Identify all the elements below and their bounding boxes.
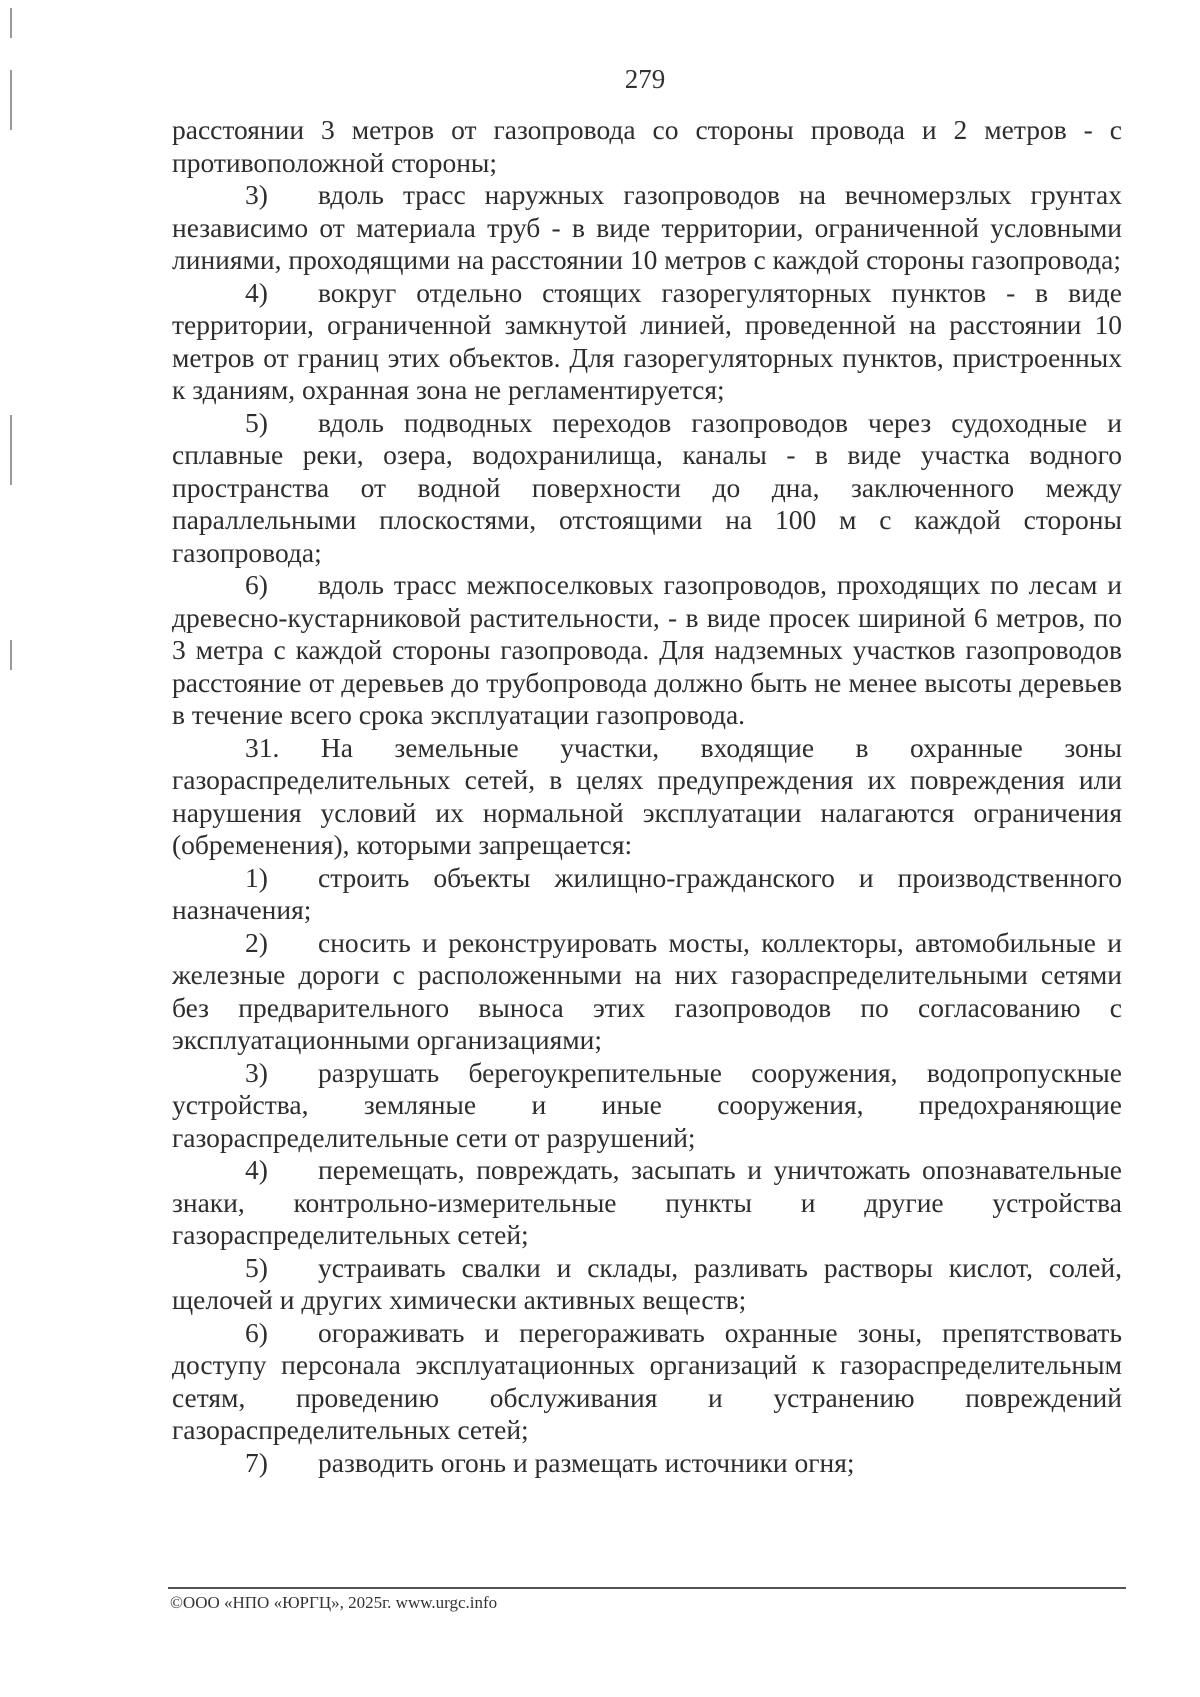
list-item <box>172 1252 1122 1317</box>
paragraph-31 <box>172 732 1122 862</box>
list-item-text: разрушать берегоукрепительные сооружения, водопропускные устройства, земляные и иные сооружения, предохраняющие газораспределительные сети от разрушений; <box>172 1056 1122 1153</box>
list-item-text: перемещать, повреждать, засыпать и уничтожать опознавательные знаки, контрольно-измерительные пункты и другие устройства газораспределительных сетей; <box>172 1154 1122 1250</box>
scan-mark <box>10 640 12 670</box>
list-item-number: 4) <box>245 276 268 308</box>
document-body <box>172 114 1122 1479</box>
scan-mark <box>10 415 12 485</box>
footer-divider <box>168 1587 1126 1589</box>
list-item <box>172 1057 1122 1155</box>
list-item <box>172 569 1122 732</box>
list-item <box>172 1447 1122 1480</box>
list-item-number: 3) <box>245 1056 268 1088</box>
list-item <box>172 1317 1122 1447</box>
list-item-text: вдоль трасс наружных газопроводов на вечномерзлых грунтах независимо от материала труб - в виде территории, ограниченной условными линиями, проходящими на расстоянии 10 метров с каждой стороны газопровода; <box>172 179 1122 275</box>
list-item-text: разводить огонь и размещать источники огня; <box>318 1446 855 1478</box>
list-item-text: устраивать свалки и склады, разливать растворы кислот, солей, щелочей и других химически активных веществ; <box>172 1251 1122 1315</box>
list-item-text: вдоль трасс межпоселковых газопроводов, проходящих по лесам и древесно-кустарниковой растительности, - в виде просек шириной 6 метров, по 3 метра с каждой стороны газопровода. Для надземных участков газопроводов расстояние от деревьев до трубопровода должно быть не менее высоты деревьев в течение всего срока эксплуатации газопровода. <box>172 569 1122 730</box>
list-item-number: 5) <box>245 406 268 438</box>
list-item <box>172 927 1122 1057</box>
list-item <box>172 862 1122 927</box>
list-item <box>172 1154 1122 1252</box>
list-item-text: вдоль подводных переходов газопроводов через судоходные и сплавные реки, озера, водохранилища, каналы - в виде участка водного пространства от водной поверхности до дна, заключенного между параллельными плоскостями, отстоящими на 100 м с каждой стороны газопровода; <box>172 406 1122 568</box>
list-item <box>172 277 1122 407</box>
paragraph-continuation <box>172 114 1122 179</box>
list-item-number: 2) <box>245 926 268 958</box>
list-item-number: 3) <box>245 179 268 210</box>
paragraph-text: расстоянии 3 метров от газопровода со стороны провода и 2 метров - с противоположной стороны; <box>172 114 1122 178</box>
page-number: 279 <box>624 64 666 94</box>
list-item-number: 6) <box>245 1316 268 1348</box>
list-item <box>172 179 1122 277</box>
scan-mark <box>10 8 12 38</box>
list-item-text: огораживать и перегораживать охранные зоны, препятствовать доступу персонала эксплуатационных организаций к газораспределительным сетям, проведению обслуживания и устранению повреждений газораспределительных сетей; <box>172 1316 1122 1445</box>
list-item-text: сносить и реконструировать мосты, коллекторы, автомобильные и железные дороги с расположенными на них газораспределительными сетями без предварительного выноса этих газопроводов по согласованию с эксплуатационными организациями; <box>172 926 1122 1055</box>
list-item <box>172 407 1122 570</box>
list-item-number: 5) <box>245 1251 268 1283</box>
list-item-number: 1) <box>245 861 268 893</box>
list-item-number: 7) <box>245 1446 268 1478</box>
paragraph-text: 31. На земельные участки, входящие в охранные зоны газораспределительных сетей, в целях предупреждения их повреждения или нарушения условий их нормальной эксплуатации налагаются ограничения (обременения), которыми запрещается: <box>172 731 1122 860</box>
footer-copyright: ©ООО «НПО «ЮРГЦ», 2025г. www.urgc.info <box>170 1593 498 1612</box>
list-item-text: строить объекты жилищно-гражданского и производственного назначения; <box>172 861 1122 925</box>
list-item-text: вокруг отдельно стоящих газорегуляторных пунктов - в виде территории, ограниченной замкнутой линией, проведенной на расстоянии 10 метров от границ этих объектов. Для газорегуляторных пунктов, пристроенных к зданиям, охранная зона не регламентируется; <box>172 276 1122 405</box>
list-item-number: 4) <box>245 1154 268 1185</box>
list-item-number: 6) <box>245 569 268 600</box>
